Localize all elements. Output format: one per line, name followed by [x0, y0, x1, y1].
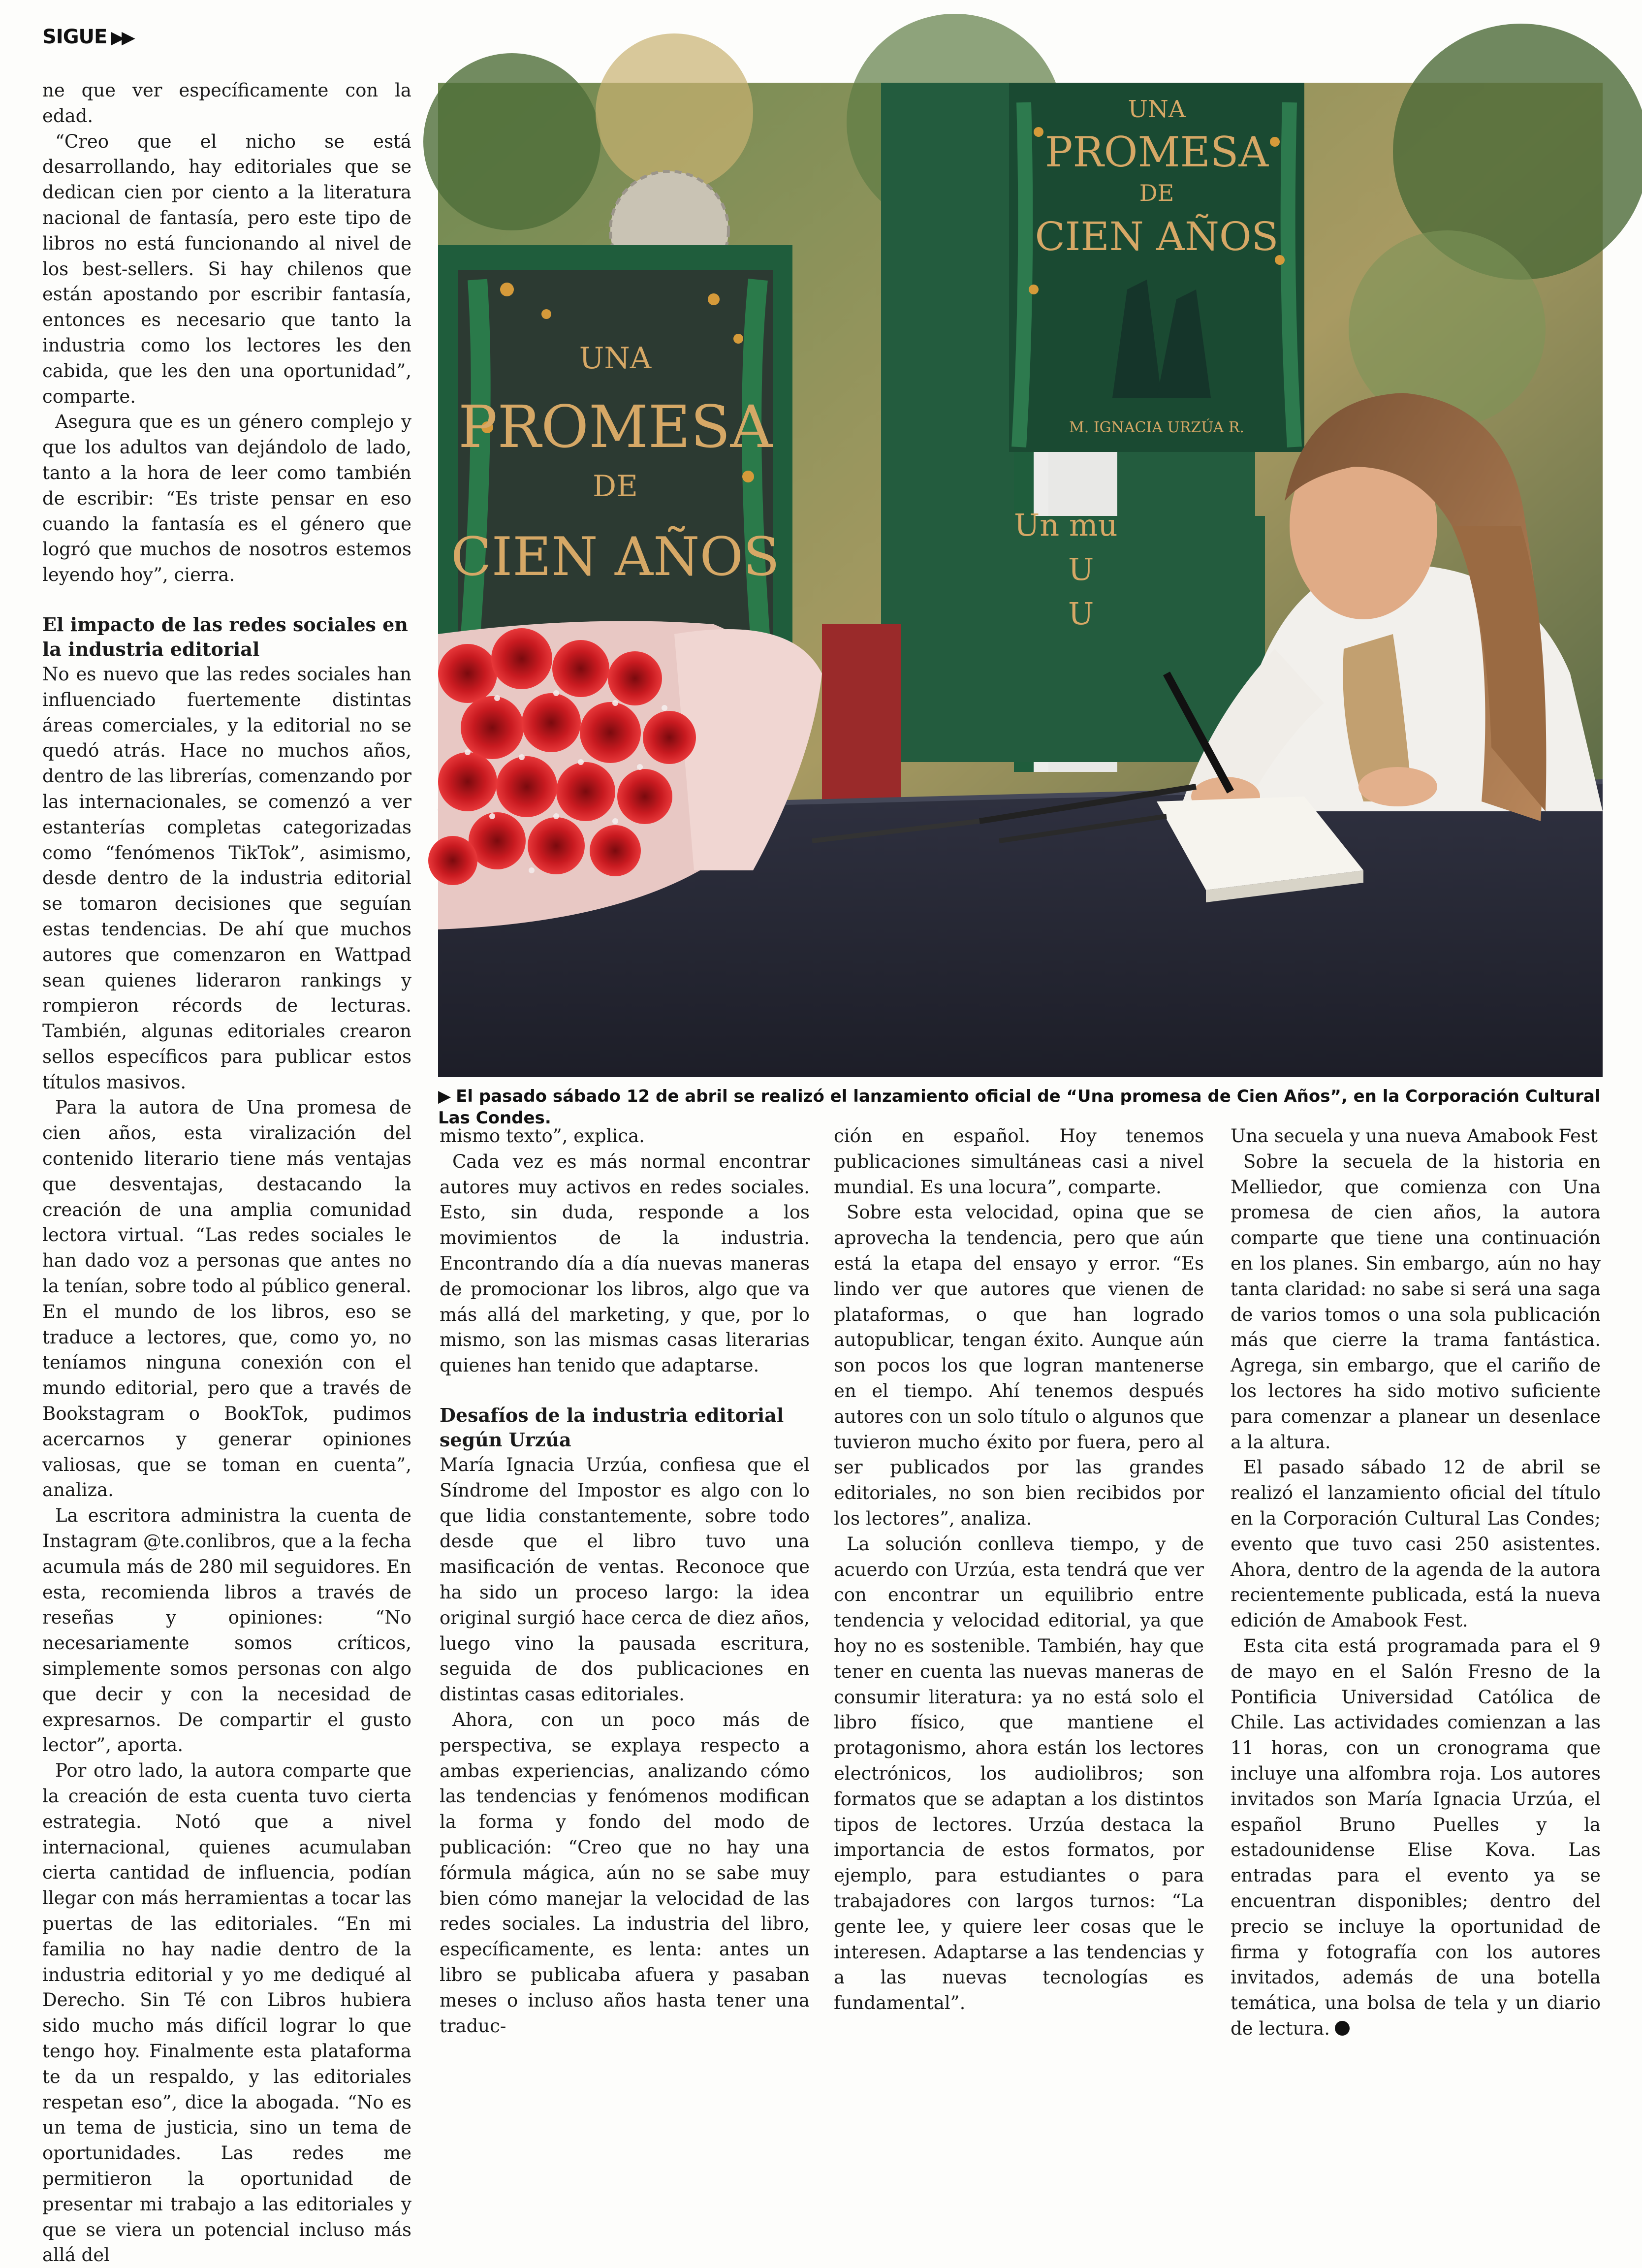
- caption-text: El pasado sábado 12 de abril se realizó el lanzamiento oficial de “Una promesa de Cien Años”, en la Corporación Cultural Las Condes.: [438, 1086, 1601, 1128]
- article-column-2: [440, 1123, 810, 2037]
- poster-title-line: DE: [1139, 180, 1174, 206]
- paragraph: ción en español. Hoy tenemos publicaciones simultáneas casi a nivel mundial. Es una locura”, comparte.: [834, 1125, 1204, 1198]
- banner-line: U: [1068, 551, 1094, 587]
- paragraph-text: Esta cita está programada para el 9 de mayo en el Salón Fresno de la Pontificia Universidad Católica de Chile. Las actividades comienzan a las 11 horas, con un cronograma que incluye una alfombra roja. Los autores invitados son María Ignacia Urzúa, el español Bruno Puelles y la estadounidense Elise Kova. Las entradas para el evento ya se encuentran disponibles; dentro del precio se incluye la oportunidad de firma y fotografía con los autores invitados, además de una botella temática, una bolsa de tela y un diario de lectura.: [1231, 1635, 1601, 2039]
- poster-title-line: CIEN AÑOS: [1035, 214, 1279, 259]
- article-column-3: [834, 1123, 1204, 2014]
- poster-title-line: UNA: [1128, 96, 1186, 123]
- continued-label-text: SIGUE: [42, 26, 107, 48]
- paragraph: mismo texto”, explica.: [440, 1125, 645, 1147]
- section-heading: El impacto de las redes sociales en la industria editorial: [42, 613, 408, 660]
- paragraph: Asegura que es un género complejo y que los adultos van dejándolo de lado, tanto a la hora de leer como también de escribir: “Es triste pensar en eso cuando la fantasía es el género que logró que muchos de nosotros estemos leyendo hoy”, cierra.: [42, 411, 411, 586]
- article-column-4: [1231, 1123, 1601, 2039]
- poster-author: M. IGNACIA URZÚA R.: [1069, 419, 1244, 436]
- paragraph: Sobre la secuela de la historia en Melliedor, que comienza con Una promesa de cien años, la autora comparte que tiene una continuación en los planes. Sin embargo, aún no hay tanta claridad: no sabe si será una saga de varios tomos o una sola publicación más que cierre la trama fantástica. Agrega, sin embargo, que el cariño de los lectores ha sido motivo suficiente para comenzar a planear un desenlace a la altura.: [1231, 1150, 1601, 1453]
- continued-label: [42, 26, 132, 48]
- paragraph: No es nuevo que las redes sociales han influenciado fuertemente distintas áreas comerciales, y la editorial no se quedó atrás. Hace no muchos años, dentro de las librerías, comenzando por las internacionales, se comenzó a ver estanterías completas categorizadas como “fenómenos TikTok”, asimismo, desde dentro de la industria editorial se tomaron decisiones que seguían estas tendencias. De ahí que muchos autores que comenzaron en Wattpad sean quienes lideraron rankings y rompieron récords de lecturas. También, algunas editoriales crearon sellos específicos para publicar estos títulos masivos.: [42, 663, 411, 1093]
- poster-title-line: PROMESA: [458, 393, 772, 461]
- paragraph: El pasado sábado 12 de abril se realizó el lanzamiento oficial del título en la Corporación Cultural Las Condes; evento que tuvo casi 250 asistentes. Ahora, dentro de la agenda de la autora recientemente publicada, está la nueva edición de Amabook Fest.: [1231, 1457, 1601, 1631]
- paragraph: Ahora, con un poco más de perspectiva, se explaya respecto a ambas experiencias, analizando cómo las tendencias y fenómenos modifican la forma y fondo del modo de publicación: “Creo que no hay una fórmula mágica, aún no se sabe muy bien cómo manejar la velocidad de las redes sociales. La industria del libro, específicamente, es lenta: antes un libro se publicaba afuera y pasaban meses o incluso años hasta tener una traduc-: [440, 1709, 810, 2037]
- end-of-article-icon: [1335, 2021, 1350, 2036]
- poster-title-line: DE: [593, 469, 638, 504]
- photo-caption: [438, 1086, 1603, 1129]
- paragraph: [1231, 1633, 1601, 2042]
- poster-title-line: CIEN AÑOS: [451, 526, 780, 588]
- book-signing-photo: [438, 83, 1603, 1077]
- article-column-1: [42, 78, 411, 2266]
- double-arrow-icon: ▶▶: [111, 28, 132, 48]
- paragraph: Cada vez es más normal encontrar autores muy activos en redes sociales. Esto, sin duda, responde a los movimientos de la industria. Encontrando día a día nuevas maneras de promocionar los libros, algo que va más allá del marketing, y que, por lo mismo, son las mismas casas literarias quienes han tenido que adaptarse.: [440, 1150, 810, 1376]
- paragraph: María Ignacia Urzúa, confiesa que el Síndrome del Impostor es algo con lo que lidia constantemente, sobre todo desde que el libro tuvo una masificación de ventas. Reconoce que ha sido un proceso largo: la idea original surgió hace cerca de diez años, luego vino la pausada escritura, seguida de dos publicaciones en distintas casas editoriales.: [440, 1454, 810, 1705]
- paragraph: Para la autora de Una promesa de cien años, esta viralización del contenido literario tiene más ventajas que desventajas, destacando la creación de una amplia comunidad lectora virtual. “Las redes sociales le han dado voz a personas que antes no la tenían, sobre todo al público general. En el mundo de los libros, eso se traduce a lectores, que, como yo, no teníamos ninguna conexión con el mundo editorial, pero que a través de Bookstagram o BookTok, pudimos acercarnos y generar opiniones valiosas, que se toman en cuenta”, analiza.: [42, 1097, 411, 1501]
- paragraph: La escritora administra la cuenta de Instagram @te.conlibros, que a la fecha acumula más de 280 mil seguidores. En esta, recomienda libros a través de reseñas y opiniones: “No necesariamente somos críticos, simplemente somos personas con algo que decir y con la necesidad de expresarnos. De compartir el gusto lector”, aporta.: [42, 1505, 411, 1756]
- caption-arrow-icon: ▶: [438, 1086, 451, 1106]
- banner-line: U: [1068, 596, 1094, 632]
- section-heading: Desafíos de la industria editorial según Urzúa: [440, 1404, 784, 1451]
- paragraph: Sobre esta velocidad, opina que se aprovecha la tendencia, pero que aún está la etapa del ensayo y error. “Es lindo ver que autores que vienen de plataformas, o que han logrado autopublicar, tengan éxito. Aunque aún son pocos los que logran mantenerse en el tiempo. Ahí tenemos después autores con un solo título o algunos que tuvieron mucho éxito por fuera, pero al ser publicados por las grandes editoriales, no son bien recibidos por los lectores”, analiza.: [834, 1202, 1204, 1529]
- banner-line: Un mu: [1014, 507, 1118, 543]
- paragraph: La solución conlleva tiempo, y de acuerdo con Urzúa, esta tendrá que ver con encontrar un equilibrio entre tendencia y velocidad editorial, ya que hoy no es sostenible. También, hay que tener en cuenta las nuevas maneras de consumir literatura: ya no está solo el libro físico, que mantiene el protagonismo, ahora están los lectores electrónicos, los audiolibros; son formatos que se adaptan a los distintos tipos de lectores. Urzúa destaca la importancia de estos formatos, por ejemplo, para estudiantes o para trabajadores con largos turnos: “La gente lee, y quiere leer cosas que le interesen. Adaptarse a las tendencias y a las nuevas tecnologías es fundamental”.: [834, 1533, 1204, 2014]
- poster-title-line: UNA: [579, 341, 652, 376]
- paragraph: Por otro lado, la autora comparte que la creación de esta cuenta tuvo cierta estrategia. Notó que a nivel internacional, quienes acumulaban cierta cantidad de influencia, podían llegar con más herramientas a tocar las puertas de las editoriales. “En mi familia no hay nadie dentro de la industria editorial y yo me dediqué al Derecho. Sin Té con Libros hubiera sido mucho más difícil lograr lo que tengo hoy. Finalmente esta plataforma te da un respaldo, y las editoriales respetan eso”, dice la abogada. “No es un tema de justicia, sino un tema de oportunidades. Las redes me permitieron la oportunidad de presentar mi trabajo a las editoriales y que se viera un potencial incluso más allá del: [42, 1760, 411, 2266]
- paragraph: ne que ver específicamente con la edad.: [42, 80, 411, 127]
- paragraph: “Creo que el nicho se está desarrollando, hay editoriales que se dedican cien por ciento a la literatura nacional de fantasía, pero este tipo de libros no está funcionando al nivel de los best-sellers. Si hay chilenos que están apostando por escribir fantasía, entonces es necesario que tanto la industria como los lectores les den cabida, que les den una oportunidad”, comparte.: [42, 130, 411, 407]
- subsection-title: Una secuela y una nueva Amabook Fest: [1231, 1125, 1598, 1147]
- poster-title-line: PROMESA: [1044, 128, 1269, 176]
- right-banner: [881, 83, 1304, 772]
